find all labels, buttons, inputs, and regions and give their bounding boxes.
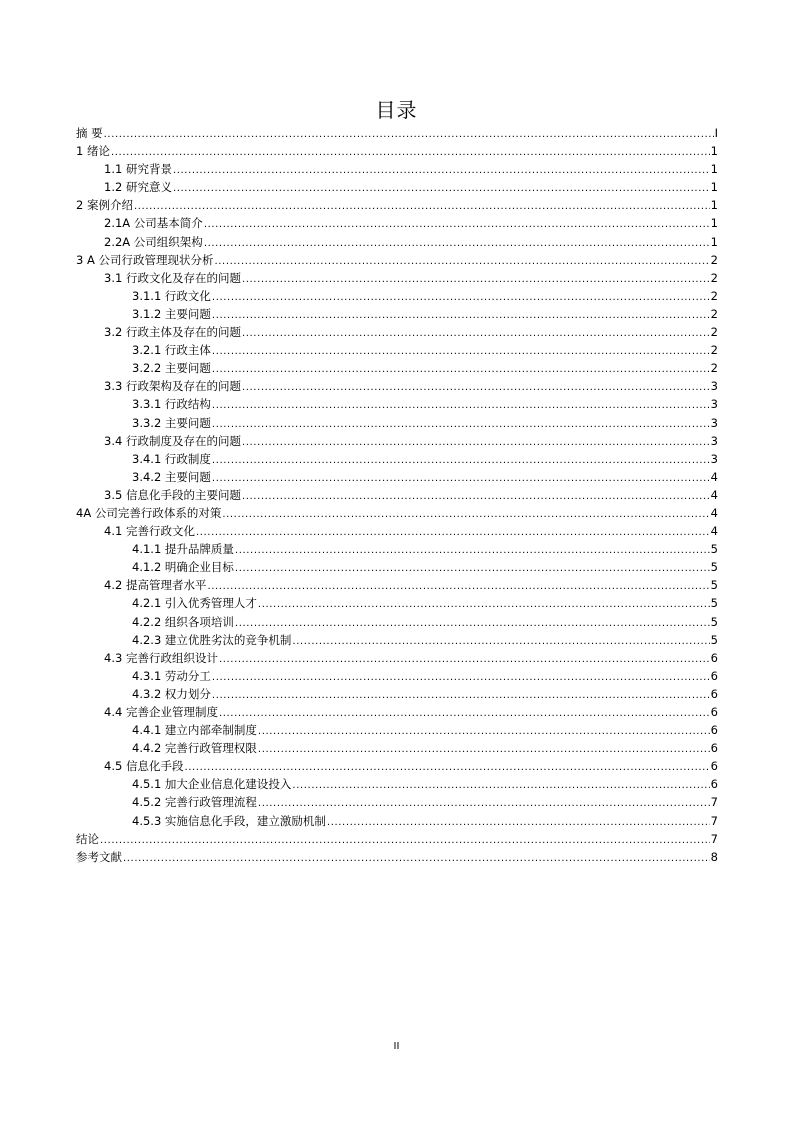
toc-leader-dots [242,434,710,452]
toc-entry-label: 3.2.2 主要问题 [132,361,211,376]
toc-entry[interactable] [76,775,718,793]
toc-entry-label: 4.5.1 加大企业信息化建设投入 [132,777,292,792]
toc-entry[interactable] [76,793,718,811]
toc-leader-dots [258,741,710,759]
toc-entry-label: 2 案例介绍 [76,198,133,213]
toc-entry-page: 7 [710,795,718,810]
toc-leader-dots [235,615,710,633]
toc-entry-label: 3.3 行政架构及存在的问题 [104,379,241,394]
toc-entry-page: I [714,126,718,140]
toc-entry-label: 3.3.2 主要问题 [132,415,211,430]
toc-entry-label: 4.5.2 完善行政管理流程 [132,795,257,810]
toc-entry[interactable] [76,160,718,178]
toc-leader-dots [327,814,710,832]
toc-leader-dots [219,651,710,669]
toc-entry[interactable] [76,540,718,558]
toc-leader-dots [212,361,710,379]
toc-entry[interactable] [76,721,718,739]
toc-entry-page: 1 [710,234,718,249]
toc-entry-label: 4.1.2 明确企业目标 [132,560,234,575]
toc-entry-label: 4.3.2 权力划分 [132,686,211,701]
toc-leader-dots [212,669,710,687]
toc-entry-label: 4.4.2 完善行政管理权限 [132,741,257,756]
toc-leader-dots [111,144,710,162]
toc-leader-dots [242,488,710,506]
toc-leader-dots [212,470,710,488]
toc-leader-dots [212,307,710,325]
toc-entry-page: 2 [710,270,718,285]
toc-entry-page: 5 [710,596,718,611]
toc-leader-dots [292,633,709,651]
toc-entry-page: 5 [710,614,718,629]
toc-entry-page: 3 [710,397,718,412]
toc-entry[interactable] [76,848,718,866]
toc-entry-label: 3.2.1 行政主体 [132,343,211,358]
toc-entry-page: 6 [710,668,718,683]
toc-leader-dots [219,705,710,723]
toc-entry-label: 4.4 完善企业管理制度 [104,705,218,719]
toc-entry-label: 2.2A 公司组织架构 [104,234,203,249]
toc-leader-dots [123,850,710,868]
toc-entry[interactable] [76,377,718,395]
toc-entry-page: 5 [710,632,718,647]
toc-leader-dots [212,687,710,705]
toc-entry-label: 4.2.2 组织各项培训 [132,614,234,629]
toc-entry-page: 8 [710,849,718,864]
toc-entry-page: 3 [710,433,718,448]
toc-leader-dots [242,325,710,343]
toc-entry[interactable] [76,196,718,214]
toc-entry[interactable] [76,124,718,142]
toc-leader-dots [173,180,710,198]
toc-leader-dots [104,126,714,144]
toc-entry-page: 6 [710,650,718,665]
toc-leader-dots [235,560,710,578]
toc-leader-dots [242,271,710,289]
toc-entry-label: 摘 要 [76,126,103,140]
toc-entry[interactable] [76,142,718,160]
toc-leader-dots [292,777,709,795]
toc-entry-page: 4 [710,487,718,502]
toc-entry-label: 4.2.1 引入优秀管理人才 [132,596,257,611]
toc-entry[interactable] [76,450,718,468]
toc-entry-label: 1.1 研究背景 [104,162,172,177]
toc-entry[interactable] [76,305,718,323]
toc-entry[interactable] [76,703,718,721]
toc-leader-dots [204,216,710,234]
toc-entry-page: 1 [710,162,718,177]
toc-entry[interactable] [76,395,718,413]
toc-entry-page: 2 [710,361,718,376]
toc-leader-dots [100,832,710,850]
toc-entry-label: 1 绪论 [76,144,110,159]
toc-entry-label: 4.3.1 劳动分工 [132,668,211,683]
toc-leader-dots [173,162,710,180]
toc-entry[interactable] [76,468,718,486]
toc-entry-label: 3 A 公司行政管理现状分析 [76,252,214,267]
toc-entry-label: 4.4.1 建立内部牵制制度 [132,723,257,738]
toc-entry-label: 2.1A 公司基本简介 [104,216,203,231]
toc-entry-page: 5 [710,560,718,575]
page-number: II [393,1041,400,1052]
toc-entry[interactable] [76,649,718,667]
toc-entry-page: 1 [710,216,718,231]
toc-entry-page: 3 [710,379,718,394]
toc-leader-dots [212,289,710,307]
toc-entry[interactable] [76,504,718,522]
toc-entry[interactable] [76,812,718,830]
toc-entry-page: 1 [710,198,718,213]
toc-leader-dots [212,416,710,434]
toc-entry-page: 2 [710,306,718,321]
toc-entry-label: 3.1.1 行政文化 [132,288,211,303]
toc-entry-page: 6 [710,705,718,719]
toc-entry-page: 6 [710,741,718,756]
toc-entry-page: 6 [710,686,718,701]
toc-entry-label: 参考文献 [76,849,122,864]
toc-entry-page: 4 [710,469,718,484]
toc-entry[interactable] [76,287,718,305]
toc-entry-label: 4.1.1 提升品牌质量 [132,542,234,557]
toc-entry-label: 1.2 研究意义 [104,180,172,195]
toc-entry-label: 3.4.1 行政制度 [132,451,211,466]
toc-entry-label: 4.5 信息化手段 [104,759,184,774]
toc-entry[interactable] [76,576,718,594]
toc-entry-page: 3 [710,451,718,466]
toc-entry-page: 2 [710,343,718,358]
toc-entry[interactable] [76,594,718,612]
toc-entry[interactable] [76,830,718,848]
toc-leader-dots [215,253,710,271]
toc-leader-dots [242,379,710,397]
toc-entry[interactable] [76,432,718,450]
toc-entry-page: 2 [710,288,718,303]
toc-entry[interactable] [76,631,718,649]
toc-entry-page: 2 [710,252,718,267]
toc-entry-label: 3.2 行政主体及存在的问题 [104,325,241,340]
toc-entry-label: 4.3 完善行政组织设计 [104,650,218,665]
toc-leader-dots [204,235,710,253]
toc-leader-dots [196,524,710,542]
toc-entry-page: 6 [710,777,718,792]
toc-leader-dots [212,452,710,470]
toc-entry[interactable] [76,359,718,377]
toc-entry-page: 1 [710,144,718,159]
toc-leader-dots [222,506,709,524]
toc-entry[interactable] [76,414,718,432]
toc-entry[interactable] [76,739,718,757]
toc-entry[interactable] [76,251,718,269]
toc-entry-label: 3.3.1 行政结构 [132,397,211,412]
toc-leader-dots [212,343,710,361]
page-title: 目录 [375,98,418,122]
toc-entry[interactable] [76,214,718,232]
toc-leader-dots [207,578,709,596]
toc-entry-page: 7 [710,813,718,828]
toc-entry-page: 2 [710,325,718,340]
toc-entry[interactable] [76,323,718,341]
toc-entry-label: 结论 [76,831,99,846]
toc-entry-page: 4 [710,505,718,520]
toc-leader-dots [134,198,710,216]
toc-entry[interactable] [76,757,718,775]
toc-entry-page: 1 [710,180,718,195]
toc-entry-label: 4.2 提高管理者水平 [104,578,207,593]
toc-entry-label: 3.4.2 主要问题 [132,469,211,484]
toc-entry-page: 5 [710,542,718,557]
toc-entry[interactable] [76,233,718,251]
toc-leader-dots [235,542,710,560]
toc-entry-page: 3 [710,415,718,430]
toc-entry[interactable] [76,667,718,685]
toc-entry-page: 7 [710,831,718,846]
toc-entry-label: 4.5.3 实施信息化手段，建立激励机制 [132,813,326,828]
toc-entry-label: 3.1.2 主要问题 [132,306,211,321]
toc-entry-page: 6 [710,759,718,774]
toc-entry-label: 4A 公司完善行政体系的对策 [76,505,222,520]
toc-entry[interactable] [76,558,718,576]
toc-leader-dots [258,596,710,614]
toc-entry[interactable] [76,178,718,196]
toc-entry[interactable] [76,341,718,359]
table-of-contents [76,124,718,866]
toc-entry-label: 3.4 行政制度及存在的问题 [104,433,241,448]
toc-leader-dots [212,397,710,415]
toc-entry[interactable] [76,613,718,631]
toc-entry-page: 6 [710,723,718,738]
toc-entry[interactable] [76,685,718,703]
toc-entry-label: 4.1 完善行政文化 [104,524,195,539]
toc-entry[interactable] [76,269,718,287]
toc-entry-page: 5 [710,578,718,593]
toc-leader-dots [258,723,710,741]
toc-entry-page: 4 [710,524,718,539]
toc-entry-label: 4.2.3 建立优胜劣汰的竞争机制 [132,632,292,647]
toc-entry-label: 3.1 行政文化及存在的问题 [104,270,241,285]
toc-entry-label: 3.5 信息化手段的主要问题 [104,487,241,502]
toc-entry[interactable] [76,522,718,540]
toc-entry[interactable] [76,486,718,504]
